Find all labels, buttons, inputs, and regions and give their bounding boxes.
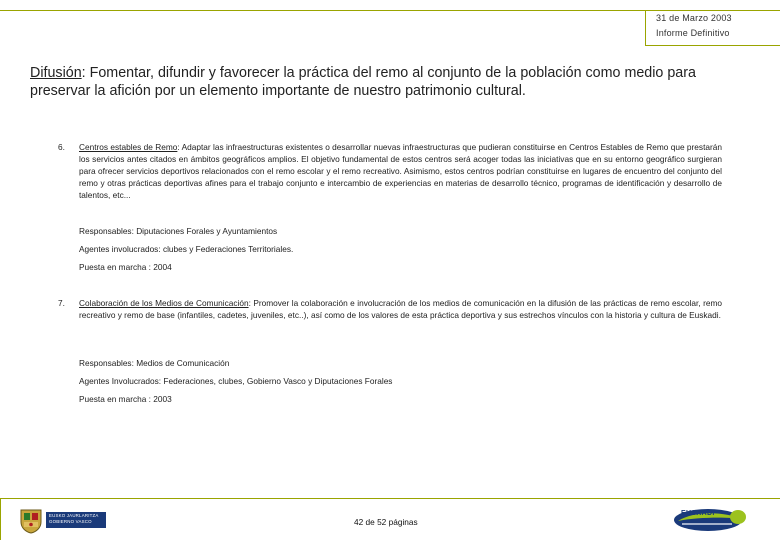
footer-left-rule bbox=[0, 498, 1, 540]
header-date: 31 de Marzo 2003 bbox=[656, 13, 732, 23]
item-text: : Adaptar las infraestructuras existentes o desarrollar nuevas infraestructuras que pudieran constituirse en Centros Estables de Remo que prestarán los servicios antes citados en ámbitos geográficos amplios. El objetivo fundamental de estos centros será acoger todas las iniciativas que en su entorno geográfico surgieran para ofrecer servicios deportivos relacionados con el remo escolar y el remo recreativo. Asimismo, estos centros podrían constituirse en lugares de encuentro del conjunto del remo y otras prácticas deportivas afines para el trabajo conjunto e intercambio de experiencias en materias de desarrollo técnico, programas de identificación y desarrollo de talentos, etc... bbox=[79, 142, 722, 200]
gobierno-vasco-shield-icon bbox=[18, 508, 44, 534]
item-body bbox=[79, 298, 722, 322]
item-7-agentes: Agentes Involucrados: Federaciones, clubes, Gobierno Vasco y Diputaciones Forales bbox=[79, 376, 393, 386]
item-title: Colaboración de los Medios de Comunicación bbox=[79, 298, 249, 308]
item-text: : Promover la colaboración e involucración de los medios de comunicación en la difusión de las prácticas de remo escolar, remo recreativo y remo de base (infantiles, cadetes, juveniles, etc..), así como de los valores de esta práctica deportiva y sus estrechos vínculos con la historia y cultura de Euskadi. bbox=[79, 298, 722, 320]
item-7-responsables: Responsables: Medios de Comunicación bbox=[79, 358, 230, 368]
header-report-status: Informe Definitivo bbox=[656, 28, 730, 38]
gobierno-vasco-logo bbox=[46, 512, 106, 528]
item-6-puesta: Puesta en marcha : 2004 bbox=[79, 262, 172, 272]
footer-rule bbox=[0, 498, 780, 499]
section-heading bbox=[30, 64, 750, 100]
heading-text: Fomentar, difundir y favorecer la práctica del remo al conjunto de la población como medio para preservar la afición por un elemento importante de nuestro patrimonio cultural. bbox=[30, 65, 696, 99]
item-7-puesta: Puesta en marcha : 2003 bbox=[79, 394, 172, 404]
gv-logo-line-2: GOBIERNO VASCO bbox=[49, 519, 92, 524]
item-6-agentes: Agentes involucrados: clubes y Federaciones Territoriales. bbox=[79, 244, 294, 254]
heading-colon: : bbox=[81, 65, 86, 81]
item-body bbox=[79, 142, 722, 202]
gv-logo-line-1: EUSKO JAURLARITZA bbox=[49, 513, 99, 518]
page-count: 42 de 52 páginas bbox=[354, 517, 418, 527]
item-number: 6. bbox=[58, 142, 65, 152]
item-title: Centros estables de Remo bbox=[79, 142, 178, 152]
item-number: 7. bbox=[58, 298, 65, 308]
item-6-responsables: Responsables: Diputaciones Forales y Ayuntamientos bbox=[79, 226, 278, 236]
heading-keyword: Difusión bbox=[30, 65, 82, 81]
euskadi-logo: EUSKADI bbox=[681, 510, 715, 517]
